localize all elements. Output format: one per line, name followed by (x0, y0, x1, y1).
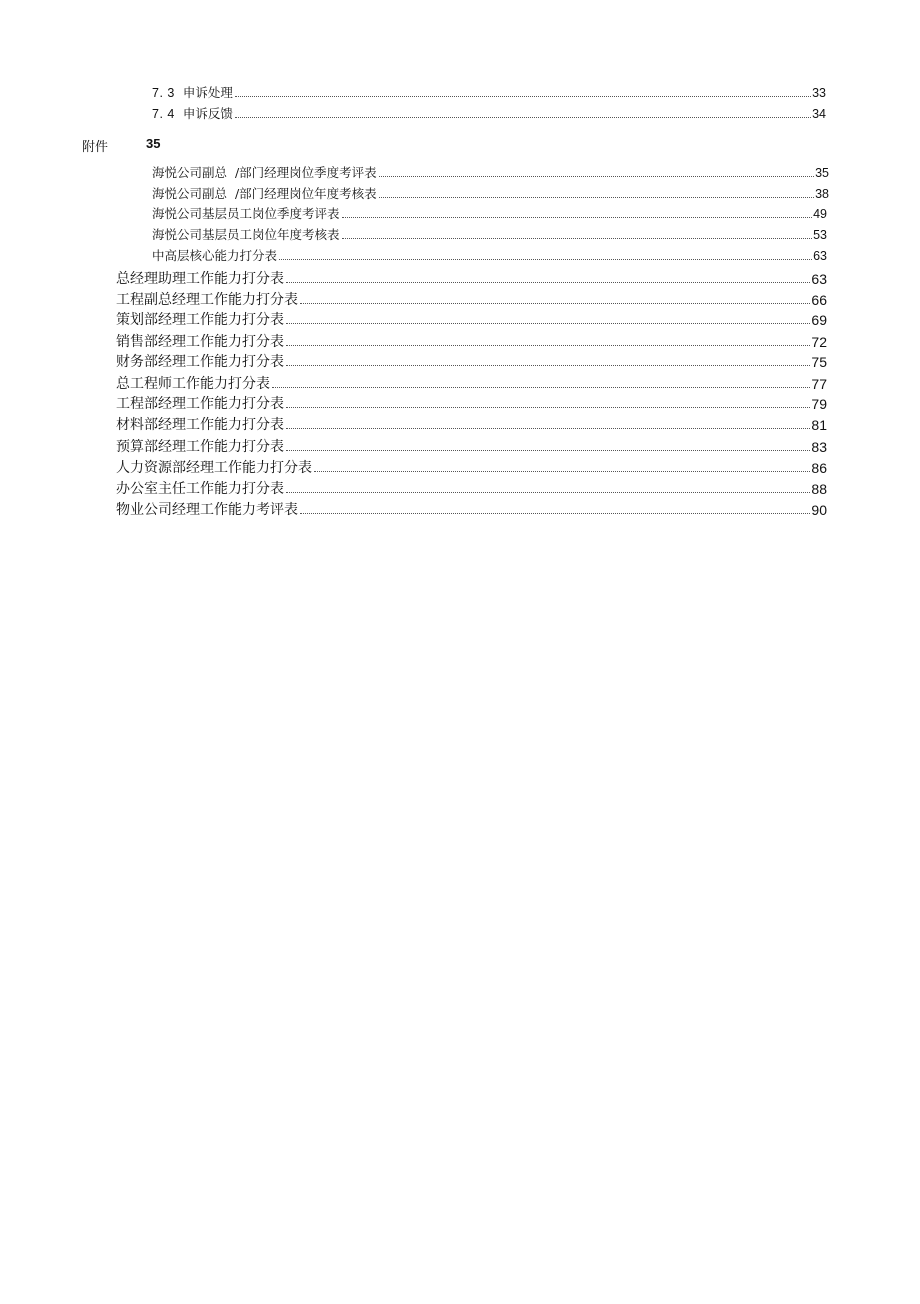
toc-entry-title: 海悦公司副总 /部门经理岗位年度考核表 (152, 186, 377, 201)
dot-leader (286, 323, 810, 324)
dot-leader (342, 238, 813, 239)
toc-entry-scorecard[interactable] (116, 482, 827, 496)
page-number: 34 (812, 107, 826, 121)
toc-entry-form[interactable] (152, 229, 827, 242)
toc-entry-title: 工程部经理工作能力打分表 (116, 396, 284, 412)
section-number: 7. 3 (152, 86, 175, 100)
page-number: 63 (811, 271, 827, 287)
dot-leader (235, 117, 811, 118)
toc-entry-title: 总工程师工作能力打分表 (116, 376, 270, 392)
toc-entry-title: 工程副总经理工作能力打分表 (116, 292, 298, 308)
toc-entry-scorecard[interactable] (116, 335, 827, 349)
toc-entry-title: 人力资源部经理工作能力打分表 (116, 460, 312, 476)
toc-entry-title: 财务部经理工作能力打分表 (116, 354, 284, 370)
toc-entry-scorecard[interactable] (116, 461, 827, 475)
toc-entry-title: 材料部经理工作能力打分表 (116, 417, 284, 433)
section-title: 申诉处理 (182, 85, 233, 100)
page-number: 49 (813, 207, 827, 221)
dot-leader (286, 407, 810, 408)
dot-leader (279, 259, 812, 260)
page-number: 88 (811, 481, 827, 497)
section-title: 申诉反馈 (182, 106, 233, 121)
toc-entry-scorecard[interactable] (116, 503, 827, 517)
page-number: 35 (815, 166, 829, 180)
page-number: 83 (811, 439, 827, 455)
toc-entry-title (152, 87, 233, 100)
page-number: 90 (811, 502, 827, 518)
page-number: 77 (811, 376, 827, 392)
page-number: 33 (812, 86, 826, 100)
dot-leader (342, 217, 813, 218)
page-number: 79 (811, 396, 827, 412)
toc-entry-title (152, 108, 233, 121)
page-number: 69 (811, 312, 827, 328)
toc-entry-scorecard[interactable] (116, 272, 827, 286)
toc-entry-title: 海悦公司基层员工岗位年度考核表 (152, 227, 340, 242)
appendix-label[interactable]: 附件 (82, 140, 109, 155)
toc-entry-title: 总经理助理工作能力打分表 (116, 271, 284, 287)
toc-entry-title: 策划部经理工作能力打分表 (116, 312, 284, 328)
toc-entry-title: 预算部经理工作能力打分表 (116, 439, 284, 455)
toc-entry-form[interactable] (152, 250, 827, 263)
page-number: 81 (811, 417, 827, 433)
toc-entry-scorecard[interactable] (116, 440, 827, 454)
dot-leader (272, 387, 810, 388)
dot-leader (286, 282, 810, 283)
toc-entry-title: 物业公司经理工作能力考评表 (116, 502, 298, 518)
toc-entry-title: 海悦公司副总 /部门经理岗位季度考评表 (152, 165, 377, 180)
page-number: 66 (811, 292, 827, 308)
toc-entry-scorecard[interactable] (116, 313, 827, 327)
dot-leader (300, 303, 810, 304)
toc-entry-form[interactable] (152, 167, 829, 180)
dot-leader (286, 450, 810, 451)
toc-entry-scorecard[interactable] (116, 397, 827, 411)
toc-entry-scorecard[interactable] (116, 418, 827, 432)
dot-leader (314, 471, 810, 472)
dot-leader (286, 345, 810, 346)
page-number: 38 (815, 187, 829, 201)
page-number: 63 (813, 249, 827, 263)
toc-entry-7-4[interactable] (152, 108, 826, 121)
toc-entry-title: 办公室主任工作能力打分表 (116, 481, 284, 497)
dot-leader (235, 96, 811, 97)
dot-leader (379, 197, 814, 198)
dot-leader (379, 176, 814, 177)
dot-leader (286, 428, 810, 429)
page-number: 75 (811, 354, 827, 370)
page-number: 86 (811, 460, 827, 476)
dot-leader (286, 492, 810, 493)
toc-entry-form[interactable] (152, 188, 829, 201)
page-number: 72 (811, 334, 827, 350)
toc-entry-form[interactable] (152, 208, 827, 221)
dot-leader (300, 513, 810, 514)
toc-entry-title: 海悦公司基层员工岗位季度考评表 (152, 206, 340, 221)
toc-entry-7-3[interactable] (152, 87, 826, 100)
dot-leader (286, 365, 810, 366)
toc-entry-scorecard[interactable] (116, 377, 827, 391)
toc-entry-title: 销售部经理工作能力打分表 (116, 334, 284, 350)
page-number: 53 (813, 228, 827, 242)
appendix-page-number: 35 (146, 136, 161, 151)
toc-entry-scorecard[interactable] (116, 293, 827, 307)
section-number: 7. 4 (152, 107, 175, 121)
toc-entry-scorecard[interactable] (116, 355, 827, 369)
toc-entry-title: 中高层核心能力打分表 (152, 248, 278, 263)
